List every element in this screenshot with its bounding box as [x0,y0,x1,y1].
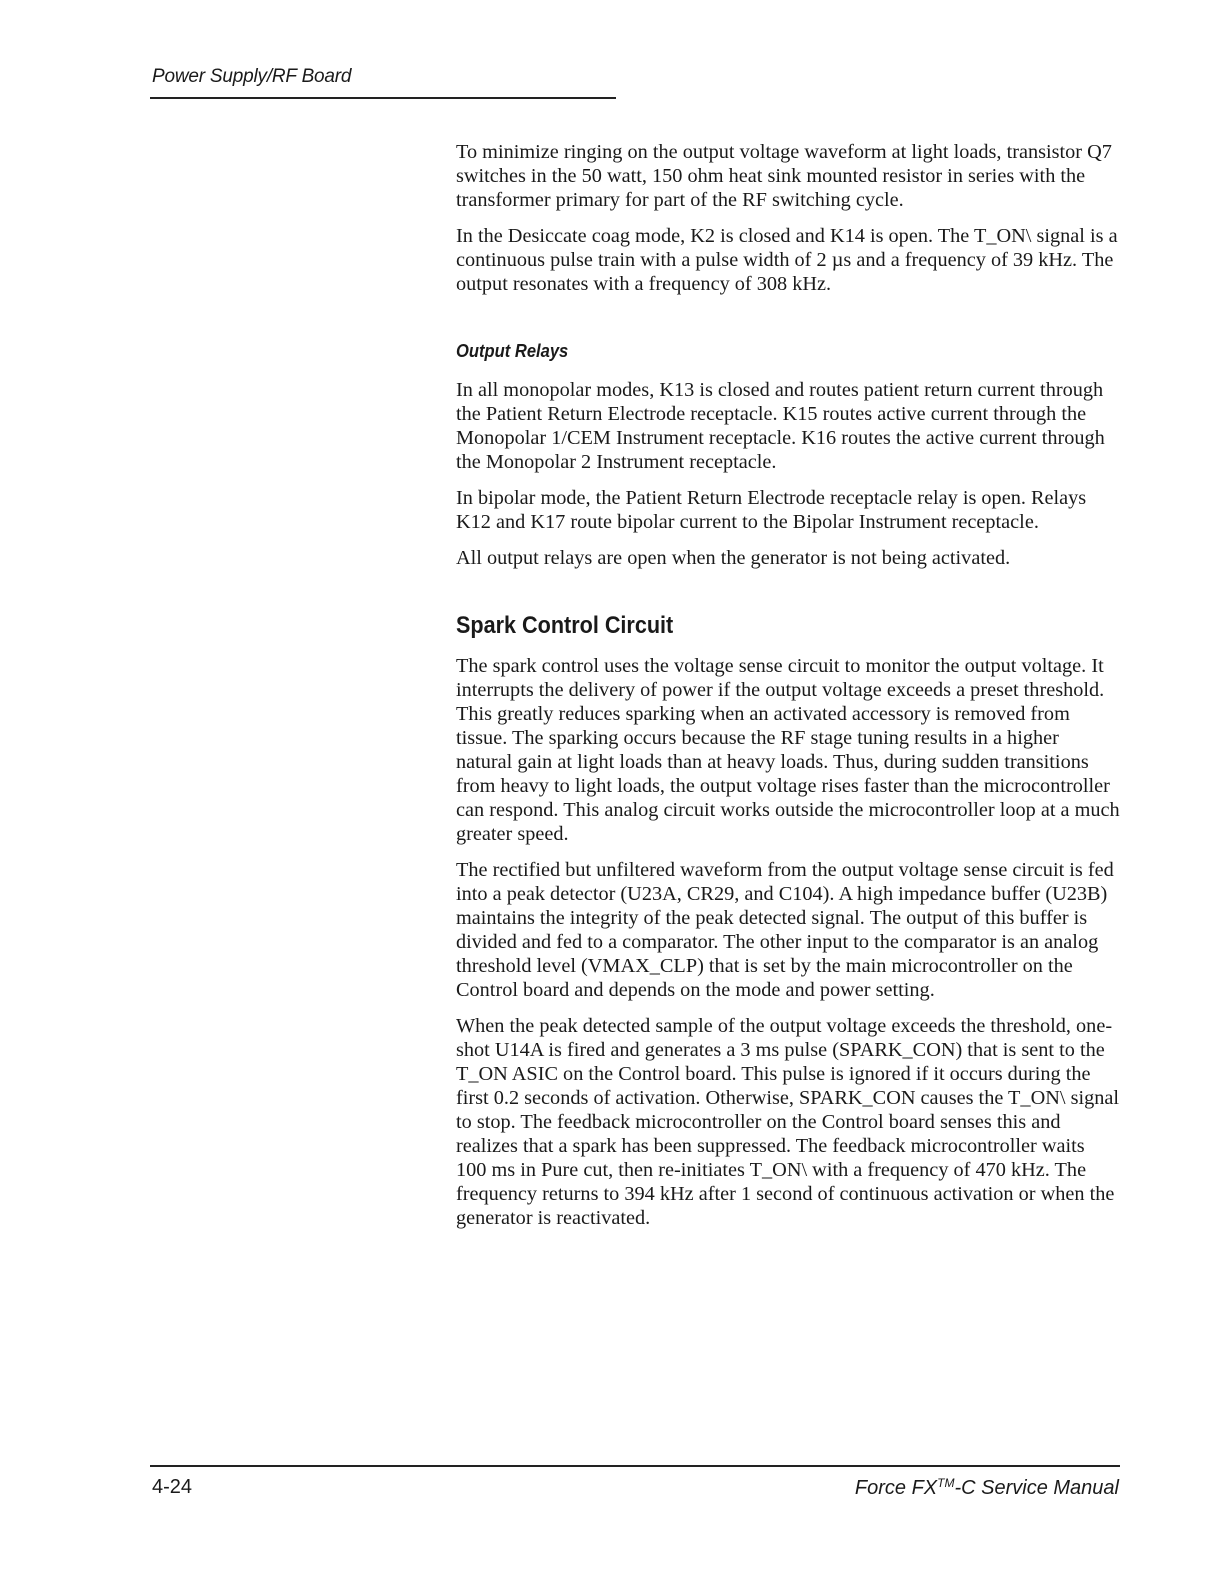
paragraph-relays-open: All output relays are open when the generator is not being activated. [456,547,1011,569]
footer-divider [150,1465,1120,1467]
running-header-title: Power Supply/RF Board [152,66,352,87]
output-relays-heading: Output Relays [456,341,569,361]
paragraph-desiccate-mode: In the Desiccate coag mode, K2 is closed and K14 is open. The T_ON\ signal is a continuous pulse train with a pulse width of 2 µs and a frequency of 39 kHz. The output resonates with a frequency of 308 kHz. [456,225,1118,295]
paragraph-monopolar-relays: In all monopolar modes, K13 is closed and routes patient return current through the Patient Return Electrode receptacle. K15 routes active current through the Monopolar 1/CEM Instrument receptacle. K16 routes the active current through the Monopolar 2 Instrument receptacle. [456,379,1105,473]
manual-title-prefix: Force FX [854,1477,938,1499]
paragraph-spark-control-overview: The spark control uses the voltage sense circuit to monitor the output voltage. It interrupts the delivery of power if the output voltage exceeds a preset threshold. This greatly reduces sparking when an activated accessory is removed from tissue. The sparking occurs because the RF stage tuning results in a higher natural gain at light loads than at heavy loads. Thus, during sudden transitions from heavy to light loads, the output voltage rises faster than the microcontroller can respond. This analog circuit works outside the microcontroller loop at a much greater speed. [456,655,1120,845]
paragraph-bipolar-relays: In bipolar mode, the Patient Return Electrode receptacle relay is open. Relays K12 and K17 route bipolar current to the Bipolar Instrument receptacle. [456,487,1087,533]
header-divider [150,97,616,99]
spark-control-heading: Spark Control Circuit [456,612,674,639]
body-text-column [456,140,1120,1230]
manual-title [855,1476,1119,1500]
paragraph-spark-suppression: When the peak detected sample of the output voltage exceeds the threshold, one-shot U14A is fired and generates a 3 ms pulse (SPARK_CON) that is sent to the T_ON ASIC on the Control board. This pulse is ignored if it occurs during the first 0.2 seconds of activation. Otherwise, SPARK_CON causes the T_ON\ signal to stop. The feedback microcontroller on the Control board senses this and realizes that a spark has been suppressed. The feedback microcontroller waits 100 ms in Pure cut, then re-initiates T_ON\ with a frequency of 470 kHz. The frequency returns to 394 kHz after 1 second of continuous activation or when the generator is reactivated. [456,1015,1120,1229]
paragraph-ringing: To minimize ringing on the output voltage waveform at light loads, transistor Q7 switches in the 50 watt, 150 ohm heat sink mounted resistor in series with the transformer primary for part of the RF switching cycle. [456,141,1112,211]
manual-title-suffix: -C Service Manual [954,1477,1119,1499]
paragraph-peak-detector: The rectified but unfiltered waveform from the output voltage sense circuit is fed into a peak detector (U23A, CR29, and C104). A high impedance buffer (U23B) maintains the integrity of the peak detected signal. The output of this buffer is divided and fed to a comparator. The other input to the comparator is an analog threshold level (VMAX_CLP) that is set by the main microcontroller on the Control board and depends on the mode and power setting. [456,859,1114,1001]
page-number: 4-24 [152,1476,193,1498]
trademark-mark: TM [937,1476,955,1490]
